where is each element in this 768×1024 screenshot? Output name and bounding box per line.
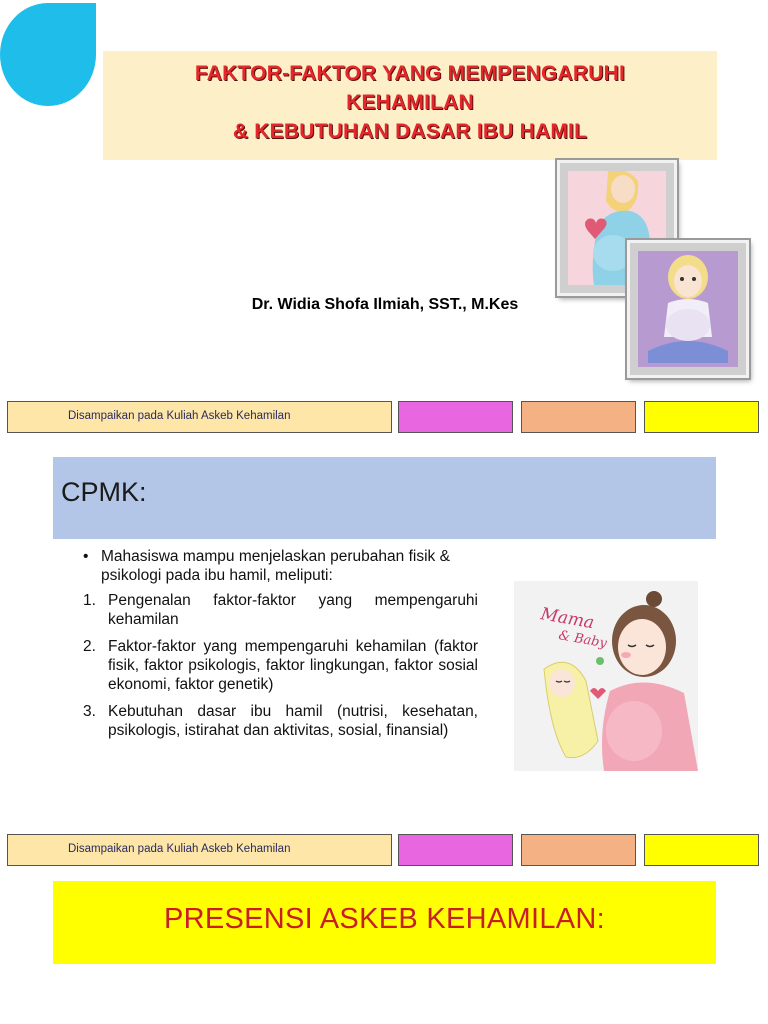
footer-swatch-peach [521,834,636,866]
list-item-text: Kebutuhan dasar ibu hamil (nutrisi, kesehatan, psikologis, istirahat dan aktivitas, sosial, finansial) [108,703,478,739]
intro-bullet-text: Mahasiswa mampu menjelaskan perubahan fisik & psikologi pada ibu hamil, meliputi: [101,548,450,584]
footer-swatch-yellow [644,401,759,433]
mama-caption: Mama [539,604,596,634]
list-item-number: 3. [83,703,96,720]
list-item-text: Faktor-faktor yang mempengaruhi kehamilan (faktor fisik, faktor psikologis, faktor lingkungan, faktor sosial ekonomi, faktor genetik) [108,638,478,693]
title-line-2: KEHAMILAN [346,91,474,114]
cpmk-header-bar [53,457,716,539]
title-box [103,51,717,160]
meditating-woman-illustration [638,251,738,367]
list-item [83,702,478,740]
presensi-heading: PRESENSI ASKEB KEHAMILAN: [163,903,606,935]
bullet-icon: • [83,548,89,565]
mama-baby-illustration [514,581,698,771]
title-line-1: FAKTOR-FAKTOR YANG MEMPENGARUHI [194,62,626,85]
drop-logo [0,3,96,106]
author-name: Dr. Widia Shofa Ilmiah, SST., M.Kes [251,296,519,313]
list-item-number: 1. [83,592,96,609]
footer-swatch-magenta [398,834,513,866]
list-item [83,591,478,629]
title-line-3: & KEBUTUHAN DASAR IBU HAMIL [232,120,588,143]
intro-bullet [83,547,478,585]
cpmk-content [83,547,478,740]
slide-title [103,59,717,146]
footer-swatch-magenta [398,401,513,433]
meditating-woman-frame [627,240,749,378]
mama-baby-image [514,581,698,771]
baby-caption: & Baby [557,628,608,652]
cpmk-heading: CPMK: [61,477,147,507]
list-item [83,637,478,694]
footer-swatch-yellow [644,834,759,866]
footer-swatch-peach [521,401,636,433]
footer-label: Disampaikan pada Kuliah Askeb Kehamilan [7,834,392,866]
footer-label: Disampaikan pada Kuliah Askeb Kehamilan [7,401,392,433]
presensi-bar [53,881,716,964]
list-item-text: Pengenalan faktor-faktor yang mempengaruhi kehamilan [108,592,478,628]
list-item-number: 2. [83,638,96,655]
